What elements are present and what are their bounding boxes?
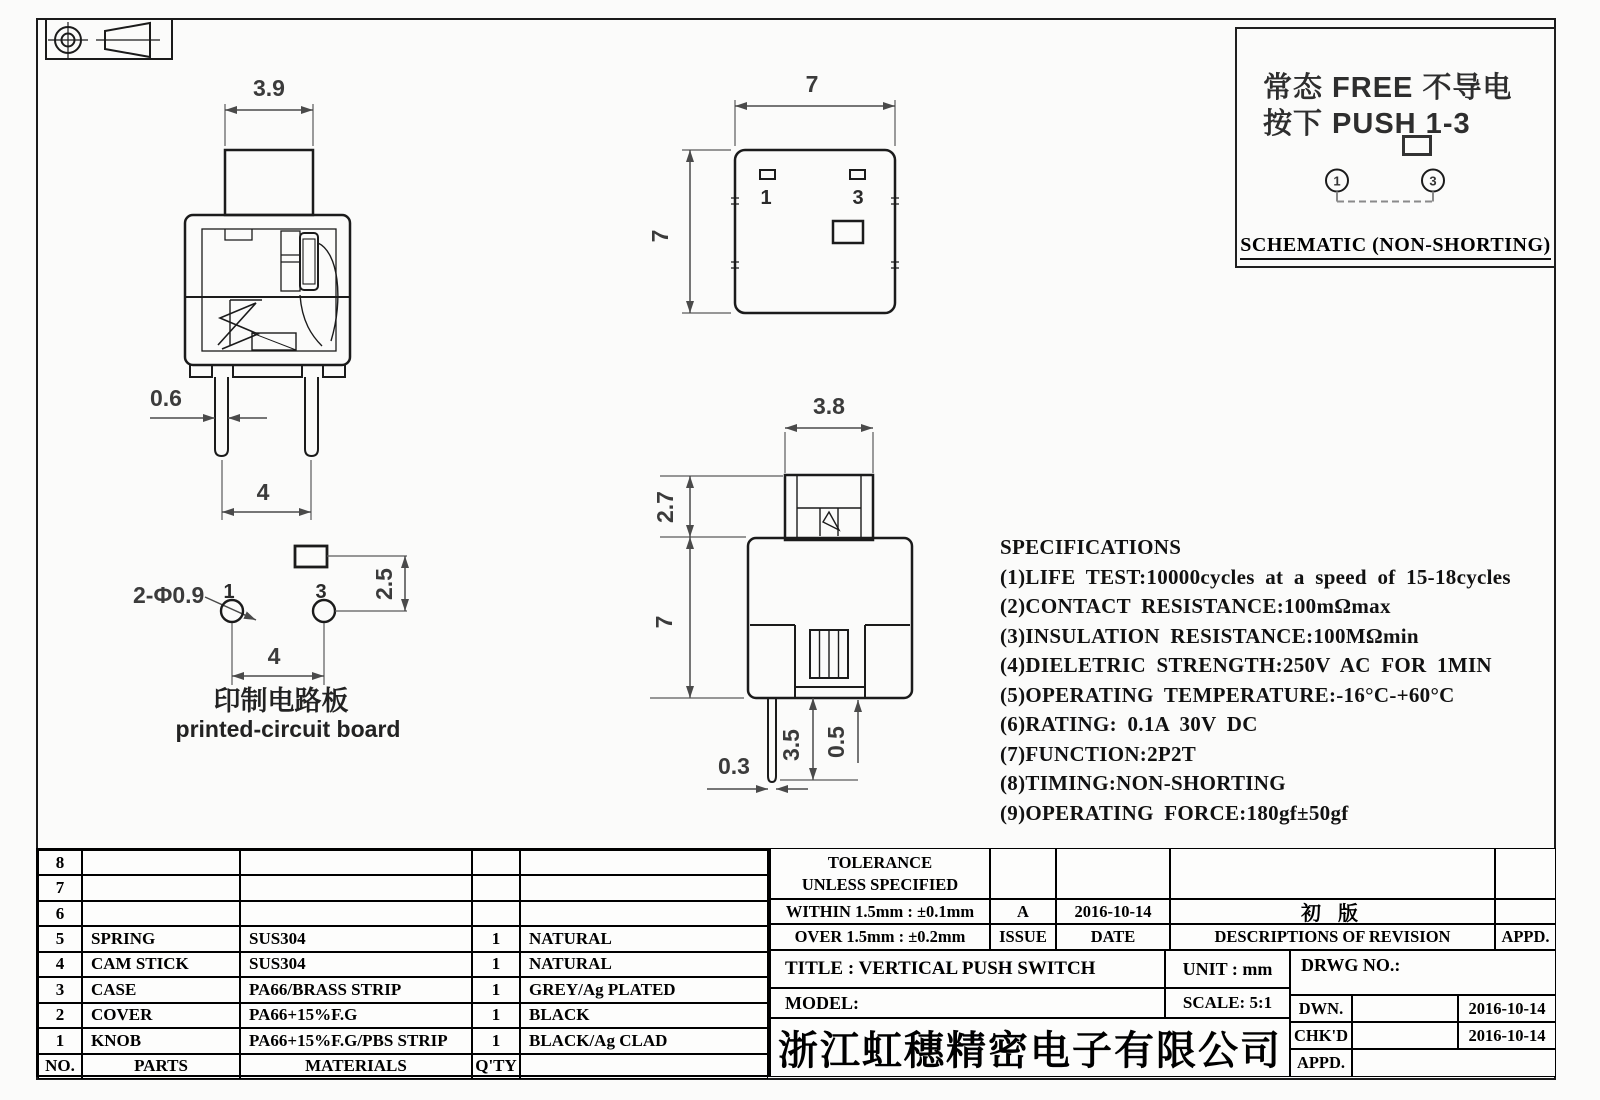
projection-circle-icon [48,22,88,58]
dim-side-pin-length: 3.5 [778,729,804,761]
revision-desc-empty [1170,848,1495,899]
parts-cell-part: CASE [82,977,240,1002]
front-body [185,215,350,365]
parts-cell-color: NATURAL [520,952,768,977]
chkd-date: 2016-10-14 [1458,1022,1556,1049]
pcb-caption-cn: 印制电路板 [213,686,349,716]
dim-side-step: 0.5 [823,726,849,758]
top-view [630,55,920,335]
parts-cell-part [82,850,240,875]
parts-cell-no: 6 [38,901,82,926]
parts-cell-color: BLACK [520,1003,768,1028]
date-label: DATE [1056,924,1170,950]
parts-cell-material: PA66+15%F.G [240,1003,472,1028]
top-pin1-label: 1 [760,187,772,209]
spec-item: (4)DIELETRIC STRENGTH:250V AC FOR 1MIN [1000,653,1492,677]
revision-appd-empty [1495,848,1556,899]
dim-top-width: 7 [805,71,819,97]
model-cell: MODEL: [770,988,1165,1018]
parts-cell-material: MATERIALS [240,1054,472,1079]
dim-top-height: 7 [647,229,673,243]
spec-item: SPECIFICATIONS [1000,535,1182,559]
company-name: 浙江虹穗精密电子有限公司 [770,1018,1290,1077]
parts-cell-color: BLACK/Ag CLAD [520,1028,768,1053]
parts-cell-qty [472,901,520,926]
spec-item: (9)OPERATING FORCE:180gf±50gf [1000,800,1349,825]
parts-cell-no: 5 [38,926,82,951]
pcb-pin1-label: 1 [223,581,235,603]
parts-cell-part: COVER [82,1003,240,1028]
tolerance-over: OVER 1.5mm : ±0.2mm [770,924,990,950]
projection-cone-icon [96,23,160,57]
pcb-pin3-label: 3 [315,581,327,603]
pcb-view [118,530,470,755]
dim-side-knob-height: 2.7 [652,491,678,523]
parts-cell-qty [472,875,520,900]
dim-side-body-height: 7 [651,615,677,629]
appd-label: APPD. [1495,924,1556,950]
spec-item: (3)INSULATION RESISTANCE:100MΩmin [1000,623,1419,648]
parts-cell-part: PARTS [82,1054,240,1079]
side-view [630,390,940,810]
dim-pcb-spacing: 4 [267,643,281,669]
top-pin3-label: 3 [852,187,864,209]
parts-cell-color [520,1054,768,1079]
schematic-state-line2: 按下 PUSH 1-3 [1263,108,1471,140]
dim-pin-spacing: 4 [256,479,270,505]
schematic-caption-wrap [1237,234,1554,260]
parts-cell-part: KNOB [82,1028,240,1053]
parts-cell-no: 3 [38,977,82,1002]
front-pin-right [305,377,318,456]
schematic-circuit [1237,29,1553,265]
parts-cell-qty: 1 [472,1003,520,1028]
pcb-hole-label: 2-Φ0.9 [133,582,205,608]
parts-cell-no: 2 [38,1003,82,1028]
dwn-date: 2016-10-14 [1458,995,1556,1022]
schematic-caption: SCHEMATIC (NON-SHORTING) [1240,234,1550,260]
dim-pcb-offset: 2.5 [371,568,397,600]
tolerance-within: WITHIN 1.5mm : ±0.1mm [770,899,990,924]
parts-cell-color: NATURAL [520,926,768,951]
dwn-name-empty [1352,995,1458,1022]
spec-item: (8)TIMING:NON-SHORTING [1000,771,1286,795]
parts-cell-qty [472,850,520,875]
parts-cell-qty: 1 [472,1028,520,1053]
date-value: 2016-10-14 [1056,899,1170,924]
pcb-hole-3 [313,600,335,622]
revision-value: 初 版 [1170,899,1495,924]
parts-cell-material: SUS304 [240,952,472,977]
dim-pin-width: 0.6 [150,385,182,411]
parts-cell-material: PA66+15%F.G/PBS STRIP [240,1028,472,1053]
parts-cell-material [240,901,472,926]
spec-item: (6)RATING: 0.1A 30V DC [1000,712,1258,736]
dim-knob-width: 3.9 [253,75,285,101]
front-view [130,60,480,530]
pcb-slot [295,546,327,567]
pcb-hole-1 [221,600,243,622]
spec-item: (1)LIFE TEST:10000cycles at a speed of 15-18cycles [1000,564,1511,589]
parts-cell-no: 1 [38,1028,82,1053]
parts-cell-no: 4 [38,952,82,977]
parts-cell-material: PA66/BRASS STRIP [240,977,472,1002]
revision-label: DESCRIPTIONS OF REVISION [1170,924,1495,950]
parts-cell-color [520,901,768,926]
parts-cell-no: NO. [38,1054,82,1079]
top-pin3-slot [850,170,865,179]
spec-item: (7)FUNCTION:2P2T [1000,741,1197,766]
schematic-panel [1235,27,1556,268]
parts-cell-part: SPRING [82,926,240,951]
parts-cell-qty: Q'TY [472,1054,520,1079]
drwg-no-cell: DRWG NO.: [1290,950,1556,995]
parts-cell-material: SUS304 [240,926,472,951]
parts-cell-color [520,850,768,875]
dim-side-pin-width: 0.3 [718,753,750,779]
side-pin [768,698,776,782]
dwn-label: DWN. [1290,995,1352,1022]
parts-cell-material [240,875,472,900]
revision-issue-empty [990,848,1056,899]
schematic-pin3-label: 3 [1429,173,1437,189]
issue-label: ISSUE [990,924,1056,950]
parts-cell-no: 7 [38,875,82,900]
front-knob [225,150,313,215]
parts-cell-color [520,875,768,900]
side-body [748,538,912,698]
issue-value: A [990,899,1056,924]
parts-cell-no: 8 [38,850,82,875]
front-pin-left [215,377,228,456]
top-pin1-slot [760,170,775,179]
appd-row-label: APPD. [1290,1049,1352,1077]
scale-cell: SCALE: 5:1 [1165,988,1290,1018]
appd-row-empty [1352,1049,1556,1077]
schematic-pin1-label: 1 [1333,173,1341,189]
appd-value-empty [1495,899,1556,924]
top-center-slot [833,221,863,243]
parts-cell-part [82,875,240,900]
parts-table [36,848,770,1077]
parts-cell-material [240,850,472,875]
parts-cell-qty: 1 [472,926,520,951]
tolerance-line1: TOLERANCE [827,852,933,872]
pcb-caption-en: printed-circuit board [175,716,401,742]
tolerance-line2: UNLESS SPECIFIED [801,874,959,894]
revision-date-empty [1056,848,1170,899]
projection-symbol-icon [45,18,173,60]
parts-cell-color: GREY/Ag PLATED [520,977,768,1002]
title-cell: TITLE : VERTICAL PUSH SWITCH [770,950,1165,988]
schematic-state-line1: 常态 FREE 不导电 [1263,72,1513,104]
spec-item: (2)CONTACT RESISTANCE:100mΩmax [1000,594,1391,618]
parts-cell-qty: 1 [472,952,520,977]
parts-cell-qty: 1 [472,977,520,1002]
dim-side-knob-width: 3.8 [813,393,845,419]
tolerance-header-cell [770,848,990,899]
parts-cell-part [82,901,240,926]
spec-item: (5)OPERATING TEMPERATURE:-16°C-+60°C [1000,682,1455,707]
spec-list [1000,533,1511,828]
chkd-name-empty [1352,1022,1458,1049]
chkd-label: CHK'D [1290,1022,1352,1049]
parts-cell-part: CAM STICK [82,952,240,977]
unit-cell: UNIT : mm [1165,950,1290,988]
